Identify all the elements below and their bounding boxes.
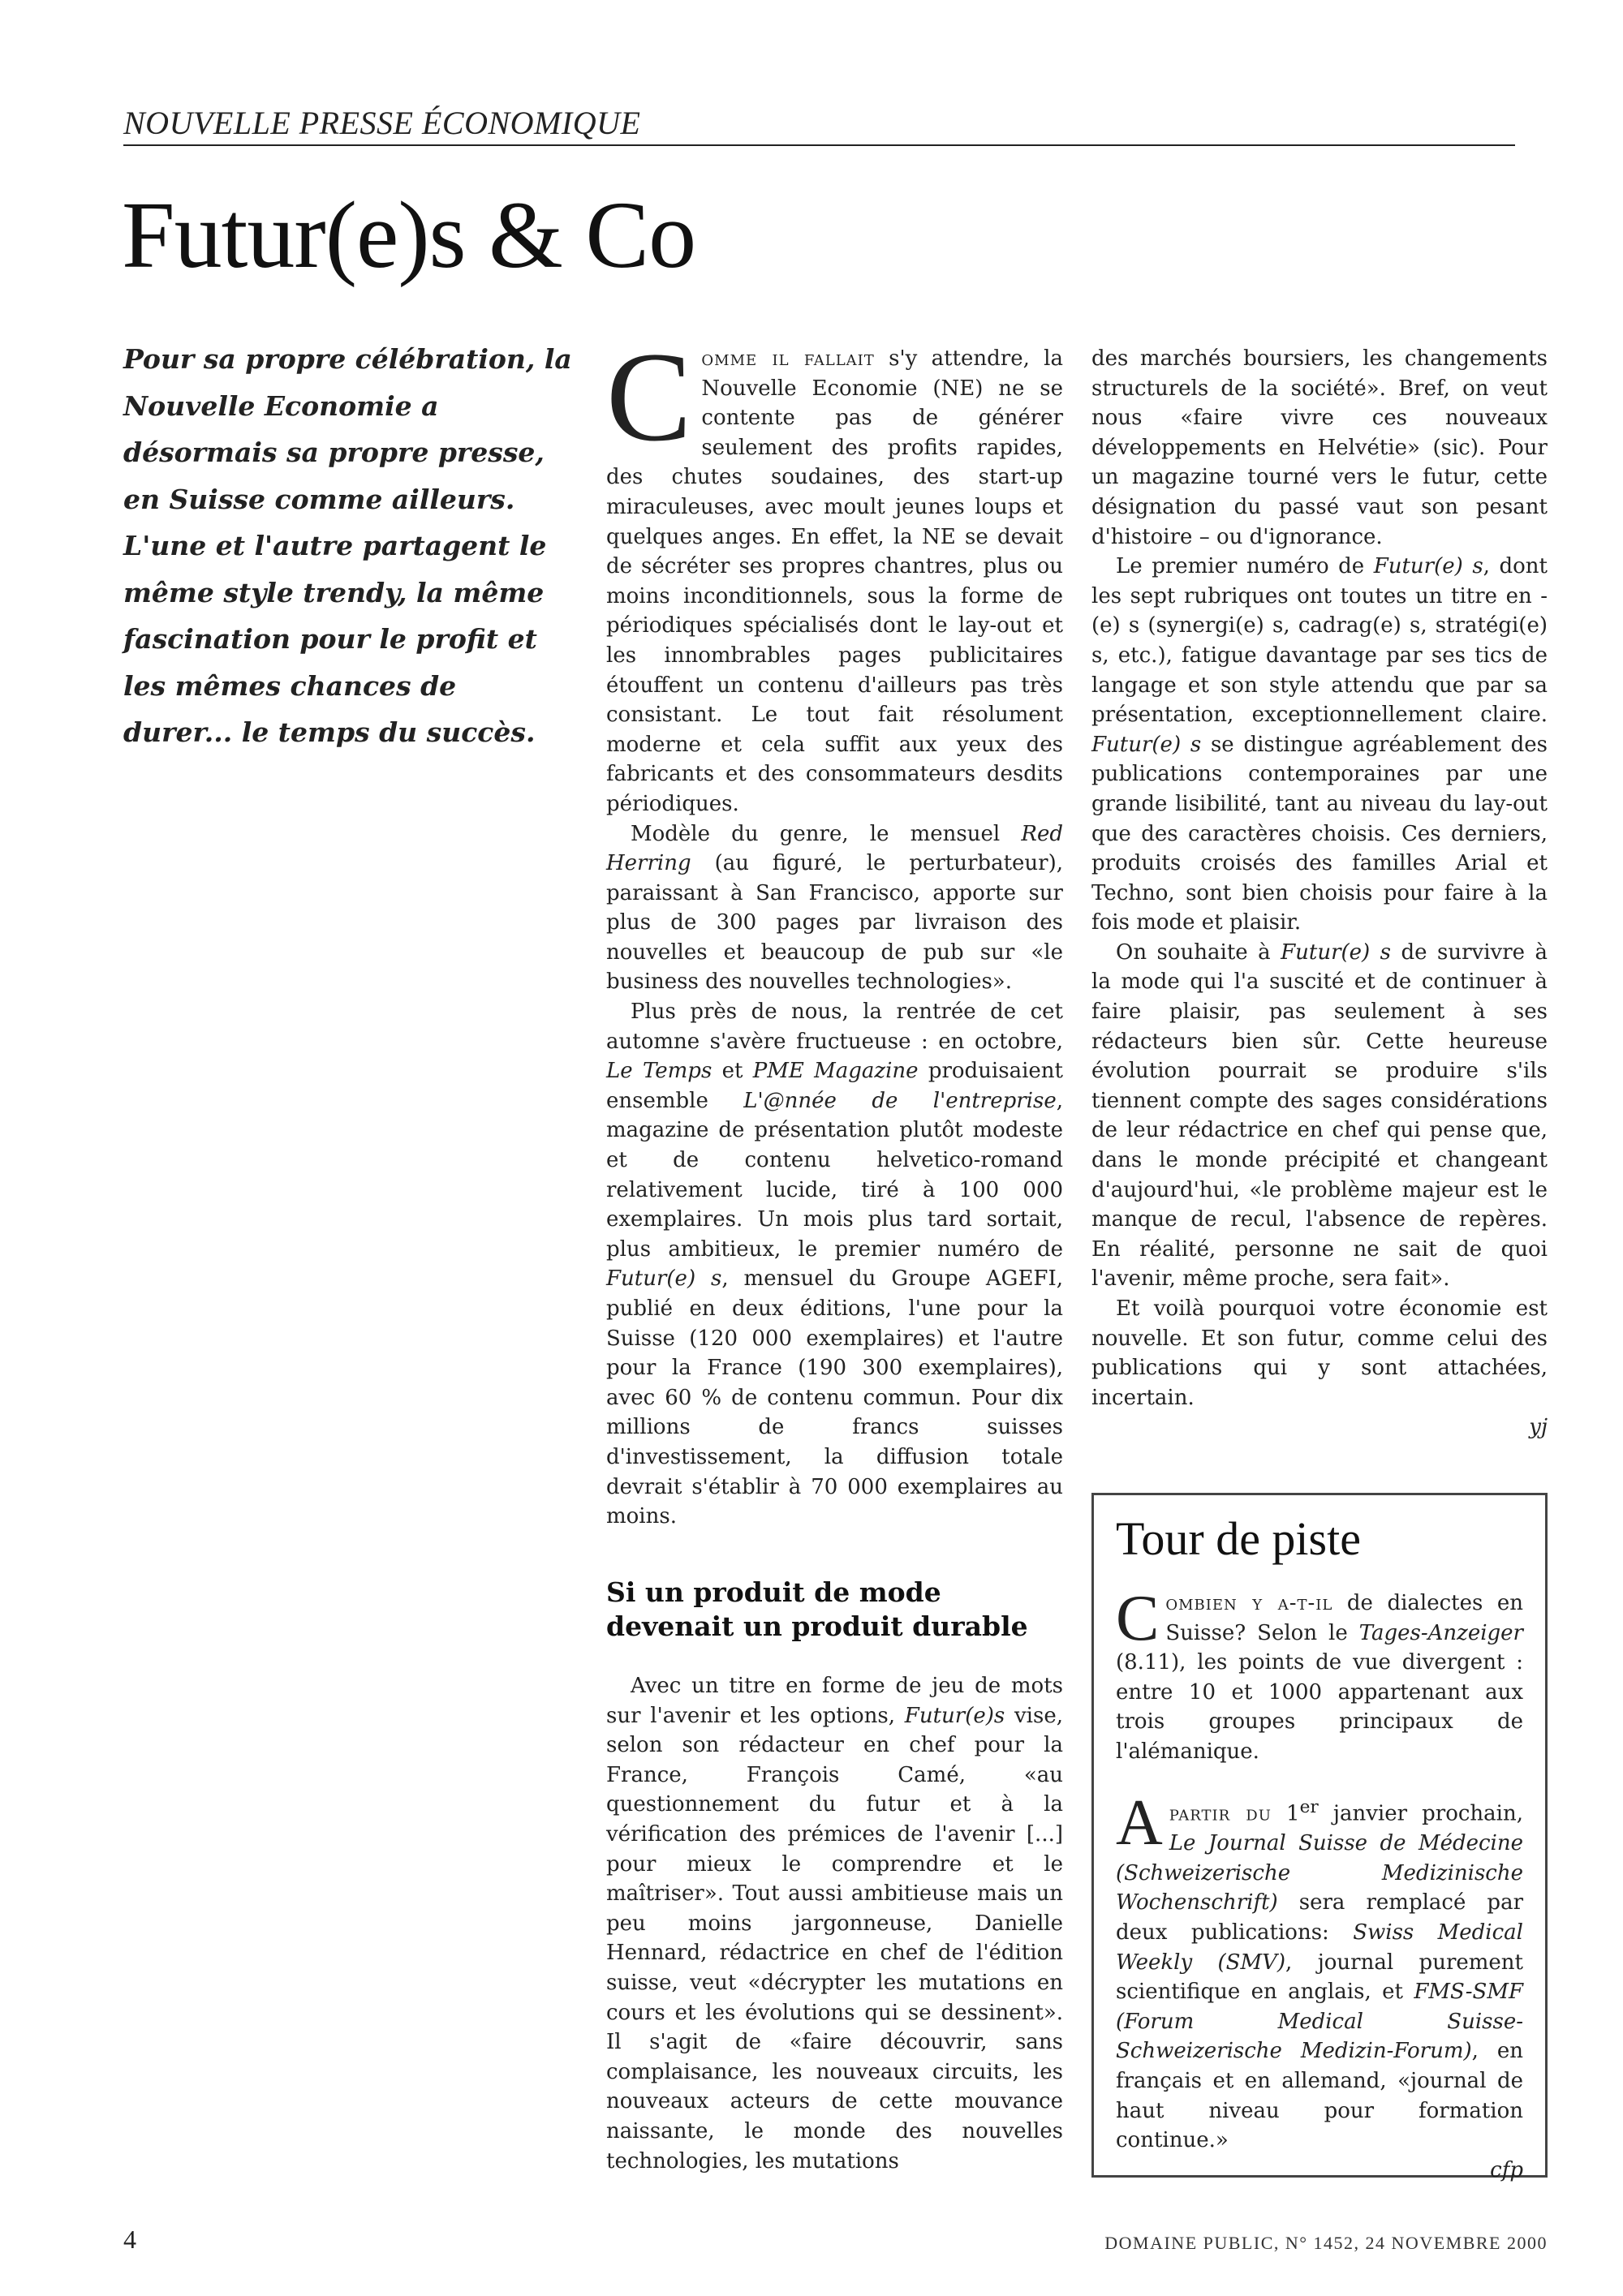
paragraph-6: Le premier numéro de Futur(e) s, dont les sept rubriques ont toutes un titre en -(e) s (synergi(e) s, cadrag(e) s, stratégi(e) s, etc.), fatigue davantage par ses tics de langage et son style attendu que par sa présentation, exceptionnellement claire. Futur(e) s se distingue agréablement des publications contemporaines par une grande lisibilité, tant au niveau du lay-out que des caractères choisis. Ces derniers, produits croisés des familles Arial et Techno, sont bien choisis pour faire à la fois mode et plaisir.: [1091, 554, 1548, 935]
section-rubric: NOUVELLE PRESSE ÉCONOMIQUE: [123, 105, 1515, 146]
paragraph-1: Comme il fallait s'y attendre, la Nouvelle Economie (NE) ne se contente pas de générer seulement des profits rapides, des chutes soudaines, des start-up miraculeuses, avec moult jeunes loups et quelques anges. En effet, la NE se devait de sécréter ses propres chantres, plus ou moins inconditionnels, sous la forme de périodiques spécialisés dont le lay-out et les innombrables pages publicitaires étouffent un contenu d'ailleurs pas très consistant. Le tout fait résolument moderne et cela suffit aux yeux des fabricants et des consommateurs desdits périodiques.: [606, 326, 1063, 816]
article-column-1: [606, 326, 1063, 1532]
article-column-1-continued: [606, 1671, 1063, 2176]
drop-cap: C: [1116, 1583, 1160, 1654]
paragraph-5: des marchés boursiers, les changements structurels de la société». Bref, on veut nous «faire vivre ces nouveaux développements en Helvétie» (sic). Pour un magazine tourné vers le futur, cette désignation du passé vaut son pesant d'histoire – ou d'ignorance.: [1091, 346, 1548, 549]
sidebar-signature: cfp: [1490, 2157, 1523, 2182]
paragraph-2: Modèle du genre, le mensuel Red Herring (au figuré, le perturbateur), paraissant à San Francisco, apporte sur plus de 300 pages par livraison des nouvelles et beaucoup de pub sur «le business des nouvelles technologies».: [606, 821, 1063, 995]
sidebar-item-1: Combien y a-t-il de dialectes en Suisse? Selon le Tages-Anzeiger (8.11), les points de vue divergent : entre 10 et 1000 appartenant aux trois groupes principaux de l'alémanique.: [1116, 1583, 1524, 1764]
paragraph-3: Plus près de nous, la rentrée de cet automne s'avère fructueuse : en octobre, Le Temps et PME Magazine produisaient ensemble L'@nnée de l'entreprise, magazine de présentation plutôt modeste et de contenu helvetico-romand relativement lucide, tiré à 100 000 exemplaires. Un mois plus tard sortait, plus ambitieux, le premier numéro de Futur(e) s, mensuel du Groupe AGEFI, publié en deux éditions, l'une pour la Suisse (120 000 exemplaires) et l'autre pour la France (190 300 exemplaires), avec 60 % de contenu commun. Pour dix millions de francs suisses d'investissement, la diffusion totale devrait s'établir à 70 000 exemplaires au moins.: [606, 1000, 1063, 1529]
paragraph-7: On souhaite à Futur(e) s de survivre à la mode qui l'a suscité et de continuer à faire plaisir, pas seulement à ses rédacteurs bien sûr. Cette heureuse évolution pourrait se produire s'ils tiennent compte des sages considérations de leur rédactrice en chef qui pense que, dans le monde précipité et changeant d'aujourd'hui, «le problème majeur est le manque de recul, l'absence de repères. En réalité, personne ne sait de quoi l'avenir, même proche, sera fait».: [1091, 939, 1548, 1292]
drop-cap: A: [1116, 1787, 1163, 1859]
author-signature: yj: [1529, 1415, 1548, 1440]
publication-footer: DOMAINE PUBLIC, N° 1452, 24 NOVEMBRE 2000: [1104, 2233, 1548, 2253]
sidebar-title: Tour de piste: [1116, 1512, 1361, 1565]
sidebar-item-2: Apartir du 1er janvier prochain, Le Journal Suisse de Médecine (Schweizerische Medizinische Wochenschrift) sera remplacé par deux publications: Swiss Medical Weekly (SMV), journal purement scientifique en anglais, et FMS-SMF (Forum Medical Suisse-Schweizerische Medizin-Forum), en français et en allemand, «journal de haut niveau pour formation continue.» cfp: [1116, 1793, 1523, 2185]
article-subhead: Si un produit de mode devenait un produit durable: [606, 1576, 1028, 1642]
drop-cap: C: [606, 326, 692, 468]
article-lede: Pour sa propre célébration, la Nouvelle Economie a désormais sa propre presse, en Suisse comme ailleurs. L'une et l'autre partagent le même style trendy, la même fascination pour le profit et les mêmes chances de durer... le temps du succès.: [123, 343, 572, 748]
article-title: Futur(e)s & Co: [122, 182, 696, 288]
paragraph-8: Et voilà pourquoi votre économie est nouvelle. Et son futur, comme celui des publications qui y sont attachées, incertain.: [1091, 1296, 1548, 1410]
page-number: 4: [123, 2225, 136, 2254]
paragraph-4: Avec un titre en forme de jeu de mots sur l'avenir et les options, Futur(e)s vise, selon son rédacteur en chef pour la France, François Camé, «au questionnement du futur et à la vérification des prémices de l'avenir [...] pour mieux le comprendre et le maîtriser». Tout aussi ambitieuse mais un peu moins jargonneuse, Danielle Hennard, rédactrice en chef de l'édition suisse, veut «décrypter les mutations en cours et les évolutions qui se dessinent». Il s'agit de «faire découvrir, sans complaisance, les nouveaux circuits, les nouveaux acteurs de cette mouvance naissante, le monde des nouvelles technologies, les mutations: [606, 1674, 1063, 2173]
article-column-2: [1091, 344, 1548, 1443]
